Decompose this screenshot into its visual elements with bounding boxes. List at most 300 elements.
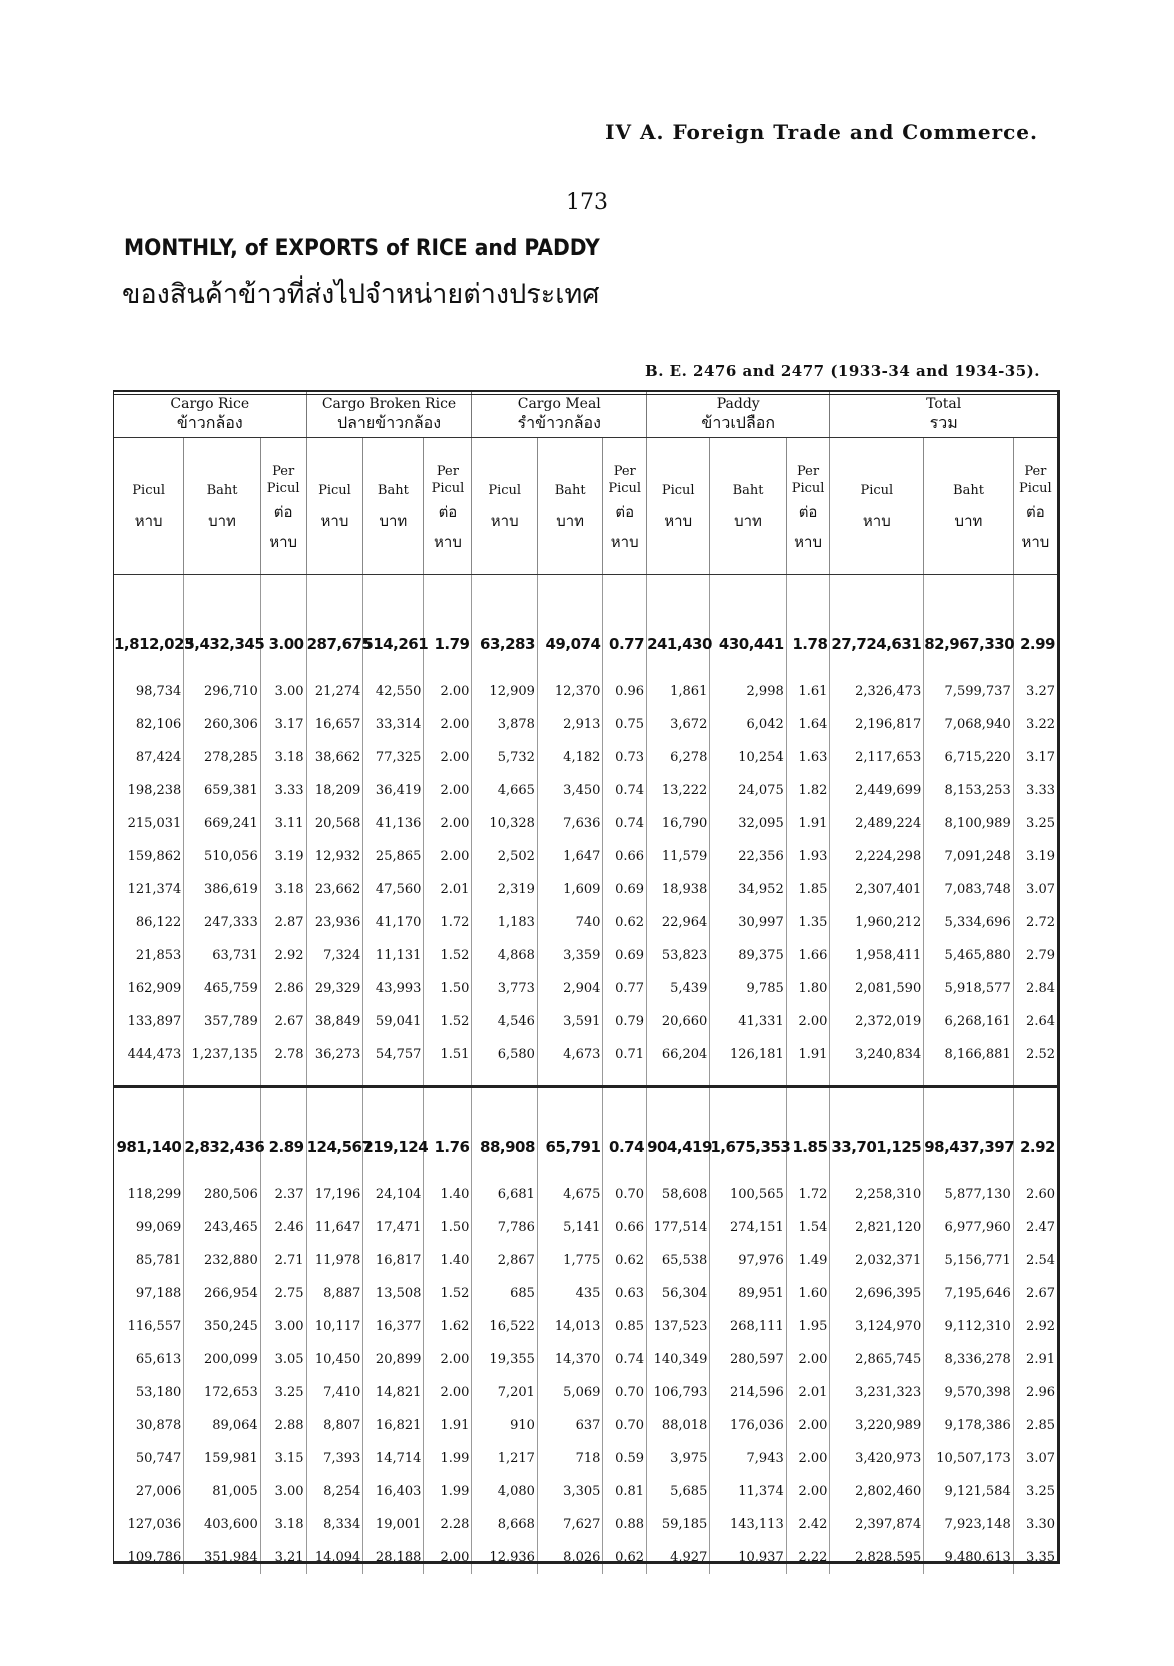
table-cell: 2.00 — [424, 1343, 472, 1376]
per-picul-header — [424, 438, 472, 575]
table-cell: 0.74 — [603, 774, 647, 807]
table-cell: 6,977,960 — [924, 1211, 1013, 1244]
table-cell: 81,005 — [184, 1475, 260, 1508]
period-label: B. E. 2476 and 2477 (1933-34 and 1934-35). — [645, 362, 1040, 380]
table-cell: 16,403 — [363, 1475, 424, 1508]
table-cell: 232,880 — [184, 1244, 260, 1277]
table-cell: 1.91 — [786, 1038, 830, 1071]
table-cell: 12,936 — [472, 1541, 537, 1574]
table-cell: 3.27 — [1026, 684, 1055, 699]
table-cell: 3.21 — [260, 1541, 306, 1574]
table-cell: 350,245 — [184, 1310, 260, 1343]
baht-header-en: Baht — [953, 483, 984, 498]
table-cell: 1.62 — [424, 1310, 472, 1343]
table-cell: 2.00 — [424, 774, 472, 807]
baht-header-th: บาท — [734, 512, 762, 530]
baht-header — [184, 438, 260, 575]
group-header-row — [114, 392, 1057, 438]
table-cell: 0.62 — [603, 906, 647, 939]
table-cell: 1.91 — [786, 807, 830, 840]
table-cell: 4,182 — [537, 741, 602, 774]
per-picul-header — [260, 438, 306, 575]
table-cell: 5,156,771 — [924, 1244, 1013, 1277]
spacer-row — [114, 1164, 1057, 1178]
table-cell: 10,507,173 — [924, 1442, 1013, 1475]
table-cell: 2.67 — [260, 1005, 306, 1038]
per-picul-en2: Picul — [431, 481, 465, 496]
table-cell: 99,069 — [114, 1211, 184, 1244]
table-cell: 41,170 — [363, 906, 424, 939]
table-cell: 50,747 — [114, 1442, 184, 1475]
table-cell: 20,568 — [306, 807, 363, 840]
picul-header — [830, 438, 924, 575]
table-cell: 1.40 — [424, 1178, 472, 1211]
table-cell: 0.69 — [603, 939, 647, 972]
table-cell: 6,681 — [472, 1178, 537, 1211]
table-cell: 9,570,398 — [924, 1376, 1013, 1409]
table-cell: 7,943 — [710, 1442, 786, 1475]
table-cell: 5,334,696 — [924, 906, 1013, 939]
table-cell: 0.62 — [603, 1541, 647, 1574]
table-cell: 280,597 — [710, 1343, 786, 1376]
group-label-en: Cargo Rice — [170, 396, 250, 412]
table-cell: 3.05 — [260, 1343, 306, 1376]
table-cell: 82,106 — [114, 708, 184, 741]
table-cell: 7,393 — [306, 1442, 363, 1475]
table-cell: 10,450 — [306, 1343, 363, 1376]
table-cell: 41,331 — [710, 1005, 786, 1038]
table-cell: 89,064 — [184, 1409, 260, 1442]
table-cell: 2.85 — [1026, 1418, 1055, 1433]
table-cell: 5,141 — [537, 1211, 602, 1244]
table-cell: 5,432,345 — [184, 605, 260, 661]
table-cell: 7,324 — [306, 939, 363, 972]
table-cell: 5,732 — [472, 741, 537, 774]
table-cell: 106,793 — [647, 1376, 710, 1409]
table-cell: 2.42 — [786, 1508, 830, 1541]
table-cell: 198,238 — [114, 774, 184, 807]
table-cell: 47,560 — [363, 873, 424, 906]
table-cell: 121,374 — [114, 873, 184, 906]
table-cell: 0.85 — [603, 1310, 647, 1343]
table-cell: 16,522 — [472, 1310, 537, 1343]
table-cell: 6,268,161 — [924, 1005, 1013, 1038]
baht-header-th: บาท — [208, 512, 236, 530]
table-cell: 2.00 — [786, 1005, 830, 1038]
table-cell: 59,185 — [647, 1508, 710, 1541]
table-cell: 2.99 — [1019, 635, 1055, 653]
table-cell: 2.00 — [424, 1376, 472, 1409]
table-cell: 16,821 — [363, 1409, 424, 1442]
table-cell: 11,131 — [363, 939, 424, 972]
table-cell: 2.00 — [424, 807, 472, 840]
table-cell: 2.37 — [260, 1178, 306, 1211]
table-cell: 172,653 — [184, 1376, 260, 1409]
table-cell: 910 — [472, 1409, 537, 1442]
table-cell: 1,775 — [537, 1244, 602, 1277]
per-picul-en1: Per — [613, 464, 636, 479]
table-row — [114, 1409, 1057, 1442]
table-cell: 4,665 — [472, 774, 537, 807]
table-cell: 280,506 — [184, 1178, 260, 1211]
table-cell: 7,201 — [472, 1376, 537, 1409]
group-label-th: ข้าวเปลือก — [701, 413, 776, 432]
table-cell: 3.22 — [1026, 717, 1055, 732]
table-cell: 3.00 — [260, 605, 306, 661]
table-cell: 30,878 — [114, 1409, 184, 1442]
table-cell: 1,812,023 — [114, 605, 184, 661]
table-cell: 2.91 — [1026, 1352, 1055, 1367]
table-cell: 126,181 — [710, 1038, 786, 1071]
group-paddy — [647, 392, 830, 438]
year-total-row — [114, 1108, 1057, 1164]
table-cell: 2,117,653 — [830, 741, 924, 774]
table-cell: 16,790 — [647, 807, 710, 840]
table-cell: 66,204 — [647, 1038, 710, 1071]
table-cell: 9,121,584 — [924, 1475, 1013, 1508]
table-cell: 2,326,473 — [830, 675, 924, 708]
table-cell: 143,113 — [710, 1508, 786, 1541]
table-cell: 11,647 — [306, 1211, 363, 1244]
table-cell: 1.72 — [786, 1178, 830, 1211]
table-row — [114, 1508, 1057, 1541]
table-cell: 2,489,224 — [830, 807, 924, 840]
table-cell: 1.99 — [424, 1442, 472, 1475]
table-cell: 1.80 — [786, 972, 830, 1005]
table-row — [114, 1038, 1057, 1071]
table-cell: 2,502 — [472, 840, 537, 873]
table-cell: 137,523 — [647, 1310, 710, 1343]
group-label-en: Paddy — [716, 396, 760, 412]
table-row — [114, 1376, 1057, 1409]
table-row — [114, 873, 1057, 906]
table-cell: 1.72 — [424, 906, 472, 939]
table-cell: 2.89 — [260, 1108, 306, 1164]
table-cell: 118,299 — [114, 1178, 184, 1211]
table-cell: 3,878 — [472, 708, 537, 741]
table-cell: 9,112,310 — [924, 1310, 1013, 1343]
table-cell: 274,151 — [710, 1211, 786, 1244]
table-cell: 2,224,298 — [830, 840, 924, 873]
table-cell: 0.70 — [603, 1409, 647, 1442]
table-cell: 2.00 — [786, 1409, 830, 1442]
table-cell: 65,538 — [647, 1244, 710, 1277]
table-cell: 2.01 — [786, 1376, 830, 1409]
table-cell: 5,465,880 — [924, 939, 1013, 972]
table-cell: 97,188 — [114, 1277, 184, 1310]
table-row — [114, 807, 1057, 840]
table-cell: 2.22 — [786, 1541, 830, 1574]
table-cell: 1.64 — [786, 708, 830, 741]
table-cell: 1.52 — [424, 1005, 472, 1038]
table-cell: 7,599,737 — [924, 675, 1013, 708]
table-cell: 278,285 — [184, 741, 260, 774]
table-cell: 1,647 — [537, 840, 602, 873]
baht-header-th: บาท — [954, 512, 983, 530]
table-cell: 0.66 — [603, 840, 647, 873]
table-cell: 9,480,613 — [924, 1541, 1013, 1574]
table-cell: 2.71 — [260, 1244, 306, 1277]
table-cell: 27,724,631 — [830, 605, 924, 661]
table-cell: 0.81 — [603, 1475, 647, 1508]
table-cell: 1,237,135 — [184, 1038, 260, 1071]
spacer-row — [114, 1087, 1057, 1109]
group-total — [830, 392, 1057, 438]
table-cell: 3,591 — [537, 1005, 602, 1038]
table-cell: 7,786 — [472, 1211, 537, 1244]
table-cell: 1.60 — [786, 1277, 830, 1310]
table-cell: 177,514 — [647, 1211, 710, 1244]
page-number: 173 — [566, 190, 608, 215]
table-cell: 1.76 — [424, 1108, 472, 1164]
picul-header — [647, 438, 710, 575]
per-picul-th1: ต่อ — [615, 503, 635, 521]
table-cell: 27,006 — [114, 1475, 184, 1508]
group-cargo-rice — [114, 392, 306, 438]
baht-header-en: Baht — [554, 483, 586, 498]
picul-header — [114, 438, 184, 575]
table-cell: 4,080 — [472, 1475, 537, 1508]
table-cell: 2.46 — [260, 1211, 306, 1244]
table-cell: 33,701,125 — [830, 1108, 924, 1164]
table-cell: 17,196 — [306, 1178, 363, 1211]
spacer-row — [114, 1071, 1057, 1085]
table-cell: 1.79 — [424, 605, 472, 661]
table-cell: 11,374 — [710, 1475, 786, 1508]
table-cell: 0.63 — [603, 1277, 647, 1310]
table-cell: 1.91 — [424, 1409, 472, 1442]
table-cell: 1,960,212 — [830, 906, 924, 939]
table-cell: 8,166,881 — [924, 1038, 1013, 1071]
table-cell: 29,329 — [306, 972, 363, 1005]
table-cell: 0.69 — [603, 873, 647, 906]
per-picul-th2: หาบ — [610, 533, 639, 551]
table-cell: 243,465 — [184, 1211, 260, 1244]
table-cell: 54,757 — [363, 1038, 424, 1071]
table-cell: 100,565 — [710, 1178, 786, 1211]
table-cell: 88,908 — [472, 1108, 537, 1164]
table-cell: 140,349 — [647, 1343, 710, 1376]
per-picul-header — [603, 438, 647, 575]
table-cell: 5,069 — [537, 1376, 602, 1409]
per-picul-header — [786, 438, 830, 575]
picul-header — [472, 438, 537, 575]
table-cell: 159,981 — [184, 1442, 260, 1475]
table-cell: 7,068,940 — [924, 708, 1013, 741]
table-cell: 659,381 — [184, 774, 260, 807]
table-cell: 2,904 — [537, 972, 602, 1005]
group-label-th: ปลายข้าวกล้อง — [336, 413, 442, 432]
baht-header-th: บาท — [556, 512, 585, 530]
table-cell: 20,660 — [647, 1005, 710, 1038]
per-picul-en1: Per — [436, 464, 459, 479]
table-cell: 2.00 — [786, 1343, 830, 1376]
table-cell: 9,785 — [710, 972, 786, 1005]
table-cell: 8,254 — [306, 1475, 363, 1508]
table-cell: 3.19 — [260, 840, 306, 873]
table-cell: 1.93 — [786, 840, 830, 873]
table-cell: 3.33 — [1026, 783, 1055, 798]
table-cell: 2.00 — [424, 1541, 472, 1574]
table-cell: 7,195,646 — [924, 1277, 1013, 1310]
table-cell: 32,095 — [710, 807, 786, 840]
table-cell: 268,111 — [710, 1310, 786, 1343]
table-cell: 2.92 — [260, 939, 306, 972]
table-cell: 3,975 — [647, 1442, 710, 1475]
table-cell: 0.77 — [603, 605, 647, 661]
table-cell: 56,304 — [647, 1277, 710, 1310]
table-cell: 0.96 — [603, 675, 647, 708]
title-thai: ของสินค้าข้าวที่ส่งไปจำหน่ายต่างประเทศ — [122, 279, 600, 310]
table-cell: 2,258,310 — [830, 1178, 924, 1211]
table-row — [114, 840, 1057, 873]
table-cell: 3.33 — [260, 774, 306, 807]
table-cell: 3.07 — [1026, 1451, 1055, 1466]
table-cell: 2.00 — [424, 708, 472, 741]
table-cell: 89,951 — [710, 1277, 786, 1310]
table-cell: 10,937 — [710, 1541, 786, 1574]
table-cell: 637 — [537, 1409, 602, 1442]
table-cell: 2.00 — [424, 741, 472, 774]
table-cell: 1.78 — [786, 605, 830, 661]
table-cell: 14,370 — [537, 1343, 602, 1376]
table-cell: 85,781 — [114, 1244, 184, 1277]
table-cell: 3,305 — [537, 1475, 602, 1508]
table-cell: 2,081,590 — [830, 972, 924, 1005]
table-cell: 3.35 — [1026, 1550, 1055, 1565]
table-cell: 16,657 — [306, 708, 363, 741]
table-cell: 2.60 — [1026, 1187, 1055, 1202]
baht-header-th: บาท — [379, 512, 408, 530]
table-cell: 3,773 — [472, 972, 537, 1005]
table-cell: 12,932 — [306, 840, 363, 873]
picul-header-th: หาบ — [862, 512, 891, 530]
table-cell: 3.19 — [1026, 849, 1055, 864]
picul-header-th: หาบ — [490, 512, 519, 530]
table-cell: 0.74 — [603, 807, 647, 840]
table-cell: 3.07 — [1026, 882, 1055, 897]
table-cell: 7,410 — [306, 1376, 363, 1409]
table-cell: 22,356 — [710, 840, 786, 873]
table-cell: 23,662 — [306, 873, 363, 906]
table-cell: 2.92 — [1019, 1138, 1055, 1156]
table-cell: 13,508 — [363, 1277, 424, 1310]
table-cell: 0.79 — [603, 1005, 647, 1038]
table-cell: 38,662 — [306, 741, 363, 774]
table-cell: 1.63 — [786, 741, 830, 774]
table-cell: 38,849 — [306, 1005, 363, 1038]
baht-header-en: Baht — [377, 483, 409, 498]
table-cell: 3,231,323 — [830, 1376, 924, 1409]
table-cell: 18,209 — [306, 774, 363, 807]
table-cell: 6,715,220 — [924, 741, 1013, 774]
table-cell: 3.18 — [260, 741, 306, 774]
table-cell: 0.88 — [603, 1508, 647, 1541]
table-cell: 1,958,411 — [830, 939, 924, 972]
table-cell: 3.15 — [260, 1442, 306, 1475]
table-cell: 7,083,748 — [924, 873, 1013, 906]
table-cell: 25,865 — [363, 840, 424, 873]
table-cell: 510,056 — [184, 840, 260, 873]
table-cell: 8,334 — [306, 1508, 363, 1541]
section-heading: IV A. Foreign Trade and Commerce. — [605, 120, 1038, 144]
picul-header-en: Picul — [488, 483, 522, 498]
table-row — [114, 1211, 1057, 1244]
picul-header-en: Picul — [132, 483, 166, 498]
table-cell: 981,140 — [114, 1108, 184, 1164]
per-picul-en2: Picul — [1019, 481, 1052, 496]
table-cell: 514,261 — [363, 605, 424, 661]
baht-header — [710, 438, 786, 575]
table-cell: 7,923,148 — [924, 1508, 1013, 1541]
baht-header — [924, 438, 1013, 575]
table-cell: 1,183 — [472, 906, 537, 939]
per-picul-th2: หาบ — [1021, 533, 1050, 551]
table-cell: 159,862 — [114, 840, 184, 873]
baht-header-en: Baht — [206, 483, 238, 498]
table-cell: 3,220,989 — [830, 1409, 924, 1442]
table-cell: 8,153,253 — [924, 774, 1013, 807]
table-cell: 63,731 — [184, 939, 260, 972]
table-cell: 109,786 — [114, 1541, 184, 1574]
table-row — [114, 906, 1057, 939]
table-cell: 2,913 — [537, 708, 602, 741]
table-cell: 1.51 — [424, 1038, 472, 1071]
per-picul-th1: ต่อ — [438, 503, 458, 521]
group-label-en: Cargo Broken Rice — [321, 396, 457, 412]
table-row — [114, 1244, 1057, 1277]
table-cell: 5,918,577 — [924, 972, 1013, 1005]
table-cell: 1.85 — [786, 873, 830, 906]
table-cell: 11,978 — [306, 1244, 363, 1277]
spacer-row — [114, 661, 1057, 675]
table-row — [114, 939, 1057, 972]
table-cell: 2.72 — [1026, 915, 1055, 930]
table-cell: 2.75 — [260, 1277, 306, 1310]
picul-header-th: หาบ — [664, 512, 693, 530]
table-cell: 1,861 — [647, 675, 710, 708]
table-cell: 0.59 — [603, 1442, 647, 1475]
table-row — [114, 1310, 1057, 1343]
table-cell: 1.52 — [424, 939, 472, 972]
exports-table — [114, 392, 1057, 1574]
table-cell: 6,278 — [647, 741, 710, 774]
table-cell: 82,967,330 — [924, 605, 1013, 661]
table-cell: 0.74 — [603, 1343, 647, 1376]
baht-header-en: Baht — [732, 483, 764, 498]
group-label-th: รำข้าวกล้อง — [517, 413, 601, 432]
table-cell: 3.25 — [260, 1376, 306, 1409]
table-cell: 3,672 — [647, 708, 710, 741]
table-cell: 7,091,248 — [924, 840, 1013, 873]
table-cell: 5,877,130 — [924, 1178, 1013, 1211]
table-cell: 19,001 — [363, 1508, 424, 1541]
table-cell: 2.01 — [424, 873, 472, 906]
table-cell: 6,580 — [472, 1038, 537, 1071]
table-cell: 351,984 — [184, 1541, 260, 1574]
table-cell: 42,550 — [363, 675, 424, 708]
table-cell: 3.00 — [260, 1475, 306, 1508]
table-cell: 4,675 — [537, 1178, 602, 1211]
table-cell: 12,909 — [472, 675, 537, 708]
table-cell: 8,026 — [537, 1541, 602, 1574]
per-picul-en1: Per — [272, 464, 295, 479]
table-cell: 403,600 — [184, 1508, 260, 1541]
table-cell: 98,437,397 — [924, 1108, 1013, 1164]
table-cell: 740 — [537, 906, 602, 939]
table-cell: 20,899 — [363, 1343, 424, 1376]
table-cell: 1.66 — [786, 939, 830, 972]
